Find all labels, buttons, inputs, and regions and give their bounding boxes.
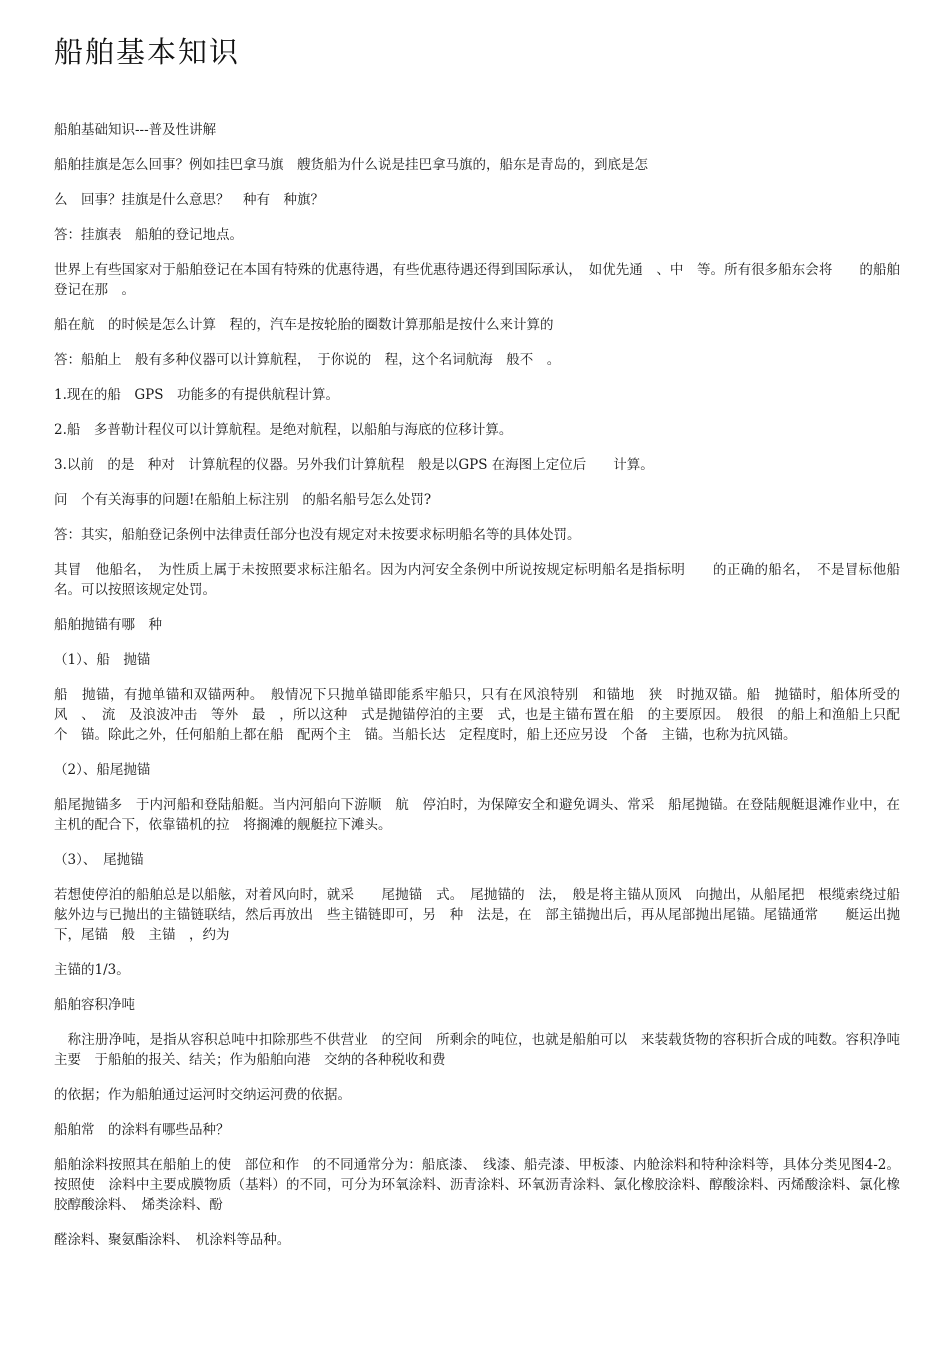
coatings-tail: 醛涂料、聚氨酯涂料、 机涂料等品种。 xyxy=(54,1232,291,1248)
document-page xyxy=(54,30,914,1265)
section-heading-net-tonnage: 船舶容积净吨 xyxy=(54,997,135,1013)
ship-name-penalty-detail: 其冒 他船名， 为性质上属于未按照要求标注船名。因为内河安全条例中所说按规定标明船名是指标明 的正确的船名， 不是冒标他船名。可以按照该规定处罚。 xyxy=(54,562,900,598)
flag-registration-paragraph: 世界上有些国家对于船舶登记在本国有特殊的优惠待遇，有些优惠待遇还得到国际承认， 如优先通 、中 等。所有很多船东会将 的船舶登记在那 。 xyxy=(54,262,900,298)
coatings-paragraph: 船舶涂料按照其在船舶上的使 部位和作 的不同通常分为：船底漆、 线漆、船壳漆、甲板漆、内舱涂料和特种涂料等，具体分类见图4-2。按照使 涂料中主要成膜物质（基料）的不同，可分为环氧涂料、沥青涂料、环氧沥青涂料、氯化橡胶涂料、醇酸涂料、丙烯酸涂料、氯化橡胶醇酸涂料、 烯类涂料、酚 xyxy=(54,1157,900,1213)
answer-voyage-distance: 答：船舶上 般有多种仪器可以计算航程， 于你说的 程，这个名词航海 般不 。 xyxy=(54,352,561,368)
list-item-gps: 1.现在的船 GPS 功能多的有提供航程计算。 xyxy=(54,387,339,403)
section-heading-anchoring: 船舶抛锚有哪 种 xyxy=(54,617,162,633)
stern-anchoring-paragraph: 船尾抛锚多 于内河船和登陆船艇。当内河船向下游顺 航 停泊时，为保障安全和避免调头、常采 船尾抛锚。在登陆舰艇退滩作业中，在主机的配合下，依靠锚机的拉 将搁滩的舰艇拉下滩头。 xyxy=(54,797,900,833)
question-ship-name-penalty: 问 个有关海事的问题!在船舶上标注别 的船名船号怎么处罚? xyxy=(54,492,432,508)
section-heading-coatings: 船舶常 的涂料有哪些品种？ xyxy=(54,1122,230,1138)
subtitle-paragraph: 船舶基础知识---普及性讲解 xyxy=(54,122,217,138)
answer-flag: 答：挂旗表 船舶的登记地点。 xyxy=(54,227,243,243)
bow-anchoring-paragraph: 船 抛锚，有抛单锚和双锚两种。 般情况下只抛单锚即能系牢船只，只有在风浪特别 和锚地 狭 时抛双锚。船 抛锚时，船体所受的风 、 流 及浪波冲击 等外 最 ，所以这种 式是抛锚停泊的主要 式，也是主锚布置在船 的主要原因。 般很 的船上和渔船上只配 个 锚。除此之外，任何船舶上都在船 配两个主 锚。当船长达 定程度时，船上还应另设 个备 主锚，也称为抗风锚。 xyxy=(54,687,914,743)
subheading-bow-anchoring: （1）、船 抛锚 xyxy=(54,652,151,668)
net-tonnage-paragraph: 称注册净吨，是指从容积总吨中扣除那些不供营业 的空间 所剩余的吨位，也就是船舶可以 来装载货物的容积折合成的吨数。容积净吨主要 于船舶的报关、结关；作为船舶向港 交纳的各种税收和费 xyxy=(54,1032,900,1068)
net-tonnage-tail: 的依据；作为船舶通过运河时交纳运河费的依据。 xyxy=(54,1087,351,1103)
page-title: 船舶基本知识 xyxy=(54,35,241,69)
question-flag-line-1: 船舶挂旗是怎么回事？例如挂巴拿马旗 艘货船为什么说是挂巴拿马旗的，船东是青岛的，到底是怎 xyxy=(54,157,648,173)
question-voyage-distance: 船在航 的时候是怎么计算 程的，汽车是按轮胎的圈数计算那船是按什么来计算的 xyxy=(54,317,554,333)
list-item-former-method: 3.以前 的是 种对 计算航程的仪器。另外我们计算航程 般是以GPS 在海图上定位后 计算。 xyxy=(54,457,654,473)
subheading-stern-anchoring: （2）、船尾抛锚 xyxy=(54,762,151,778)
question-flag-line-2: 么 回事？挂旗是什么意思？ 种有 种旗？ xyxy=(54,192,324,208)
bow-stern-anchoring-tail: 主锚的1/3。 xyxy=(54,962,130,978)
subheading-bow-stern-anchoring: （3）、 尾抛锚 xyxy=(54,852,144,868)
answer-ship-name-penalty: 答：其实，船舶登记条例中法律责任部分也没有规定对未按要求标明船名等的具体处罚。 xyxy=(54,527,581,543)
list-item-doppler: 2.船 多普勒计程仪可以计算航程。是绝对航程，以船舶与海底的位移计算。 xyxy=(54,422,513,438)
bow-stern-anchoring-paragraph: 若想使停泊的船舶总是以船舷，对着风向时，就采 尾抛锚 式。 尾抛锚的 法， 般是将主锚从顶风 向抛出，从船尾把 根缆索绕过船舷外边与已抛出的主锚链联结，然后再放出 些主锚链即可，另 种 法是，在 部主锚抛出后，再从尾部抛出尾锚。尾锚通常 艇运出抛下，尾锚 般 主锚 ，约为 xyxy=(54,887,900,943)
